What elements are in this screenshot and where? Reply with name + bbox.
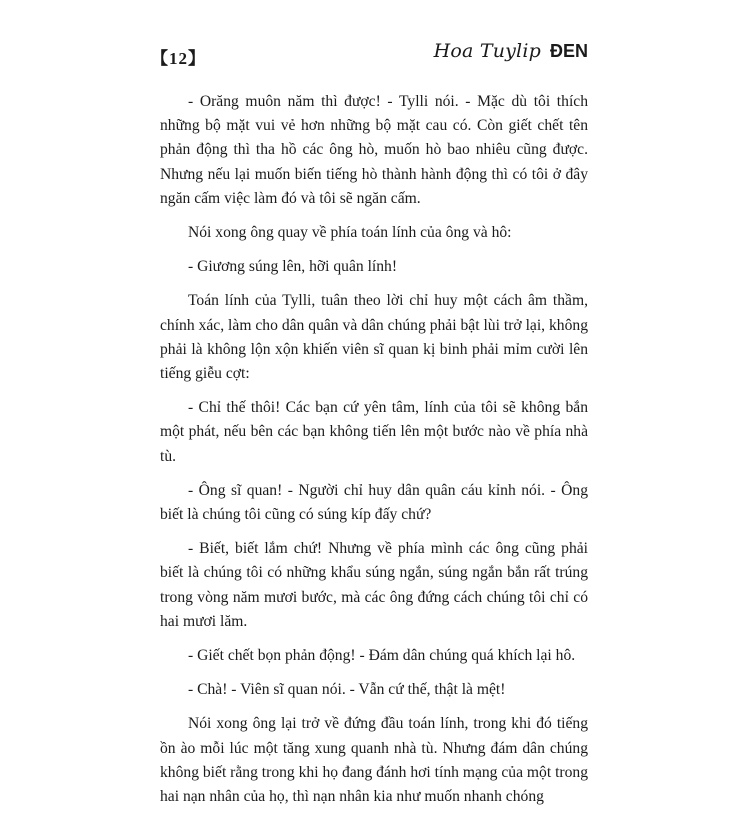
page-number: 【12】 — [151, 49, 206, 68]
paragraph: Nói xong ông lại trở về đứng đầu toán lính, trong khi đó tiếng ồn ào mỗi lúc một tăng xung quanh nhà tù. Nhưng đám dân chúng không biết rằng trong khi họ đang đánh hơi tính mạng của một trong hai nạn nhân của họ, thì nạn nhân kia như muốn nhanh chóng — [160, 715, 588, 806]
paragraph: - Biết, biết lắm chứ! Nhưng về phía mình các ông cũng phải biết là chúng tôi có những khẩu súng ngắn, súng ngắn bắn rất trúng trong vòng năm mươi bước, mà các ông đứng cách chúng tôi chỉ có hai mươi lăm. — [160, 540, 588, 630]
paragraph: Toán lính của Tylli, tuân theo lời chỉ huy một cách âm thầm, chính xác, làm cho dân quân và dân chúng phải bật lùi trở lại, không phải là không lộn xộn khiến viên sĩ quan kị binh phải mỉm cười lên tiếng giễu cợt: — [160, 292, 588, 383]
paragraph: - Giương súng lên, hỡi quân lính! — [188, 258, 398, 276]
paragraph: Nói xong ông quay về phía toán lính của ông và hô: — [188, 224, 512, 242]
book-title-script: Hoa Tuylip — [433, 40, 541, 62]
running-header — [151, 40, 588, 66]
paragraph: - Chỉ thế thôi! Các bạn cứ yên tâm, lính của tôi sẽ không bắn một phát, nếu bên các bạn không tiến lên một bước nào về phía nhà tù. — [160, 399, 588, 465]
paragraph: - Ông sĩ quan! - Người chỉ huy dân quân cáu kỉnh nói. - Ông biết là chúng tôi cũng có súng kíp đấy chứ? — [160, 481, 588, 524]
book-title-bold: ĐEN — [549, 41, 588, 61]
paragraph: - Orăng muôn năm thì được! - Tylli nói. - Mặc dù tôi thích những bộ mặt vui vẻ hơn những bộ mặt cau có. Còn giết chết tên phản động thì tha hồ các ông hò, muốn hò bao nhiêu cũng được. Nhưng nếu lại muốn biến tiếng hò thành hành động thì có tôi ở đây ngăn cấm việc làm đó và tôi sẽ ngăn cấm. — [160, 93, 588, 207]
paragraph: - Chà! - Viên sĩ quan nói. - Vẫn cứ thế, thật là mệt! — [188, 681, 506, 699]
body-text — [160, 90, 588, 819]
book-title — [434, 40, 588, 63]
paragraph: - Giết chết bọn phản động! - Đám dân chúng quá khích lại hô. — [188, 647, 576, 665]
